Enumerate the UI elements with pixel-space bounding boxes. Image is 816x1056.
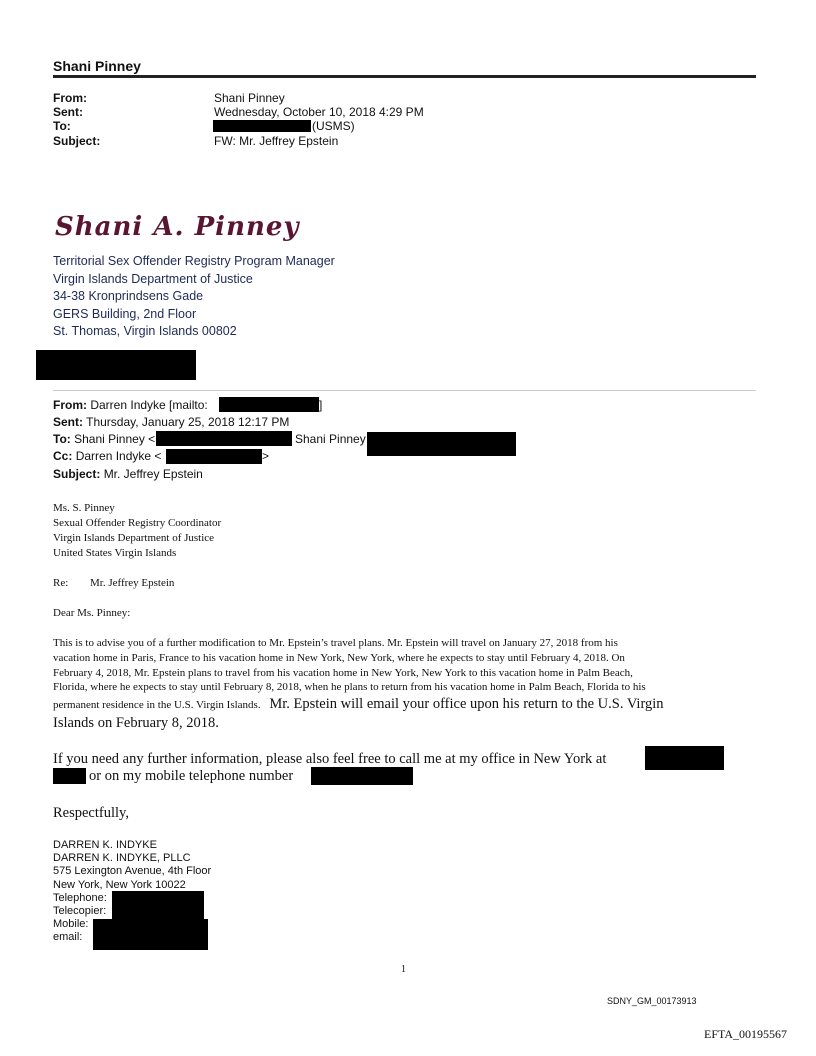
contact-label-telecopier: Telecopier: [53, 905, 107, 918]
redaction-fwd-cc [166, 449, 262, 464]
signature-line: Territorial Sex Offender Registry Program Manager [53, 254, 335, 268]
redaction-fwd-from [219, 397, 319, 412]
salutation: Dear Ms. Pinney: [53, 607, 131, 619]
redaction-mobile-email [93, 919, 208, 950]
redaction-signature [36, 350, 196, 380]
subject-value: FW: Mr. Jeffrey Epstein [214, 134, 339, 148]
paragraph-big-text: Mr. Epstein will email your office upon his return to the U.S. Virgin [269, 696, 664, 713]
fwd-from-label: From: [53, 398, 87, 412]
sent-label: Sent: [53, 105, 83, 119]
sender-line: New York, New York 10022 [53, 878, 186, 891]
from-value: Shani Pinney [214, 91, 285, 105]
sender-line: DARREN K. INDYKE, PLLC [53, 852, 191, 865]
fwd-cc-value: Darren Indyke < [75, 449, 162, 463]
redaction-mobile-phone [311, 767, 413, 785]
fwd-sent-value: Thursday, January 25, 2018 12:17 PM [86, 415, 290, 429]
signature-line: St. Thomas, Virgin Islands 00802 [53, 324, 237, 338]
sender-line: DARREN K. INDYKE [53, 839, 157, 851]
fwd-subject-value: Mr. Jeffrey Epstein [103, 467, 203, 481]
redaction-fwd-to [156, 431, 292, 446]
efta-number: EFTA_00195567 [704, 1027, 788, 1041]
signature-line: GERS Building, 2nd Floor [53, 306, 197, 321]
to-suffix: (USMS) [312, 119, 355, 133]
redaction-to [213, 120, 311, 132]
sent-value: Wednesday, October 10, 2018 4:29 PM [214, 105, 424, 119]
paragraph-line: This is to advise you of a further modification to Mr. Epstein’s travel plans. Mr. Epstein will travel on January 27, 2018 from his [53, 637, 618, 649]
fwd-subject-label: Subject: [53, 467, 101, 481]
subject-label: Subject: [53, 134, 101, 148]
recipient-address [53, 501, 221, 561]
redaction-office-phone-cont [53, 768, 86, 784]
address-line: Ms. S. Pinney [53, 502, 115, 514]
paragraph-line: February 4, 2018, Mr. Epstein plans to travel from his vacation home in New York, New York to this vacation home in Palm Beach, [53, 666, 633, 679]
paragraph-big-last: Islands on February 8, 2018. [53, 715, 219, 732]
paragraph-line: Florida, where he expects to stay until February 8, 2018, when he plans to return from his vacation home in Palm Beach, Florida to his [53, 681, 646, 694]
address-line: Sexual Offender Registry Coordinator [53, 517, 222, 529]
closing: Respectfully, [53, 805, 129, 821]
to-label: To: [53, 119, 71, 133]
paragraph-line: vacation home in Paris, France to his vacation home in New York, New York, where he expects to stay until February 4, 2018. On [53, 651, 625, 664]
fwd-from-close: ] [319, 398, 323, 412]
contact-label-mobile: Mobile: [53, 918, 89, 931]
redaction-telephone [112, 891, 204, 920]
signature-block [53, 253, 335, 341]
paragraph-line: permanent residence in the U.S. Virgin Islands. [53, 699, 261, 712]
address-line: United States Virgin Islands [53, 547, 177, 559]
signature-line: 34-38 Kronprindsens Gade [53, 289, 204, 303]
fwd-to-label: To: [53, 432, 71, 446]
from-label: From: [53, 91, 87, 105]
address-line: Virgin Islands Department of Justice [53, 532, 215, 544]
email-title: Shani Pinney [53, 58, 141, 74]
re-label: Re: [53, 577, 69, 589]
title-divider [53, 75, 756, 78]
paragraph-2-line1: If you need any further information, please also feel free to call me at my office in New York at [53, 751, 607, 767]
fwd-cc-close: > [262, 449, 270, 463]
paragraph-1 [53, 636, 664, 732]
contact-label-email: email: [53, 931, 83, 944]
signature-line: Virgin Islands Department of Justice [53, 271, 253, 286]
page-number: 1 [401, 964, 406, 975]
paragraph-2-line2: or on my mobile telephone number [89, 768, 294, 784]
sender-line: 575 Lexington Avenue, 4th Floor [53, 865, 212, 878]
fwd-cc-label: Cc: [53, 449, 73, 463]
bates-number: SDNY_GM_00173913 [607, 996, 697, 1006]
forward-divider [53, 390, 756, 391]
redaction-fwd-to2 [367, 432, 516, 456]
fwd-from-value: Darren Indyke [mailto: [90, 398, 208, 412]
re-value: Mr. Jeffrey Epstein [90, 577, 175, 589]
fwd-to-value2: Shani Pinney [295, 432, 366, 446]
contact-label-telephone: Telephone: [53, 891, 107, 904]
redaction-office-phone [645, 746, 724, 770]
fwd-to-value: Shani Pinney < [74, 432, 156, 446]
fwd-sent-label: Sent: [53, 415, 83, 429]
script-signature: Shani A. Pinney [55, 212, 300, 242]
